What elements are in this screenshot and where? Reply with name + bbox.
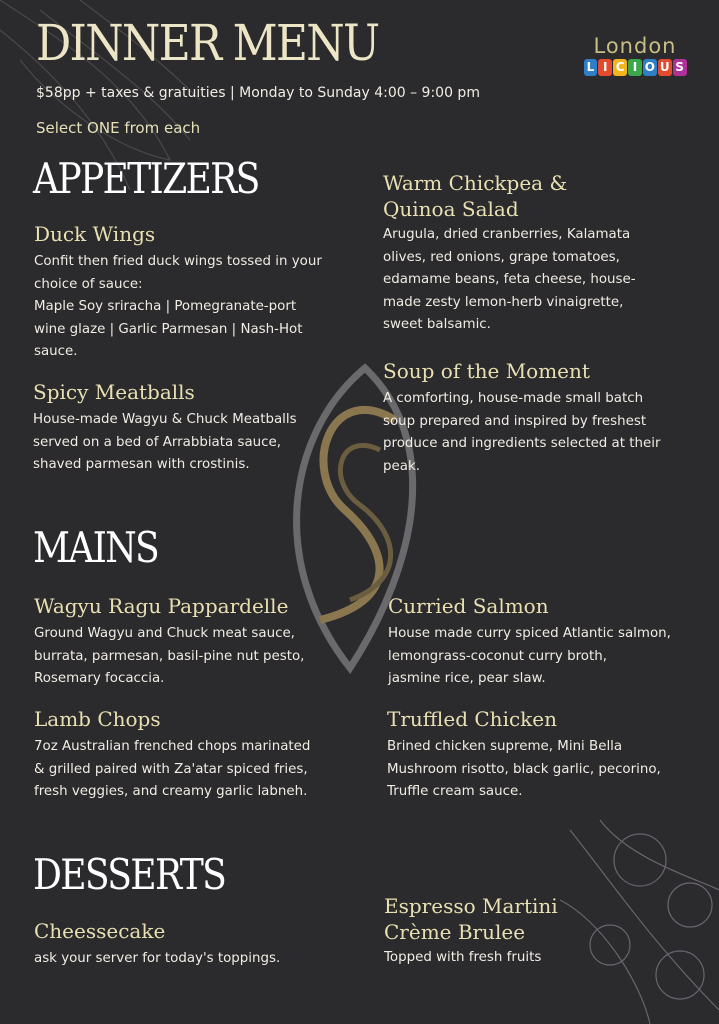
item-description: ask your server for today's toppings.	[34, 951, 281, 966]
logo-letter: C	[613, 59, 627, 76]
logo-letter: I	[628, 59, 642, 76]
item-description: House-made Wagyu & Chuck Meatballs served on a bed of Arrabbiata sauce, shaved parmesan with crostinis.	[33, 412, 297, 472]
item-description: Confit then fried duck wings tossed in your choice of sauce: Maple Soy sriracha | Pomegranate-port wine glaze | Garlic Parmesan | Nash-Hot sauce.	[34, 254, 322, 359]
item-description: 7oz Australian frenched chops marinated & grilled paired with Za'atar spiced fries, fresh veggies, and creamy garlic labneh.	[34, 739, 311, 799]
selection-instruction: Select ONE from each	[36, 119, 201, 137]
item-name: Espresso Martini Crème Brulee	[384, 894, 558, 944]
londonlicious-logo	[583, 34, 687, 76]
item-name: Lamb Chops	[34, 707, 161, 731]
item-description: Topped with fresh fruits	[384, 950, 542, 965]
logo-letter: I	[598, 59, 612, 76]
menu-item	[34, 706, 344, 804]
logo-letter: S	[673, 59, 687, 76]
menu-item	[33, 379, 343, 477]
page-title: DINNER MENU	[36, 14, 379, 72]
menu-item	[383, 170, 683, 337]
logo-letter: L	[584, 59, 598, 76]
item-name: Soup of the Moment	[383, 359, 590, 383]
item-description: Ground Wagyu and Chuck meat sauce, burrata, parmesan, basil-pine nut pesto, Rosemary focaccia.	[34, 626, 305, 686]
item-description: House made curry spiced Atlantic salmon, lemongrass-coconut curry broth, jasmine rice, pear slaw.	[388, 626, 671, 686]
logo-london-text: London	[593, 34, 677, 58]
logo-letter: O	[644, 60, 655, 74]
mains-heading: MAINS	[33, 523, 159, 572]
menu-item	[387, 706, 692, 804]
menu-item	[388, 593, 693, 691]
logo-letter: U	[658, 59, 672, 76]
item-name: Cheessecake	[34, 919, 166, 943]
desserts-heading: DESSERTS	[33, 850, 226, 899]
menu-item	[34, 918, 344, 971]
price-hours-info: $58pp + taxes & gratuities | Monday to Sunday 4:00 – 9:00 pm	[36, 85, 480, 101]
item-name: Warm Chickpea & Quinoa Salad	[383, 171, 568, 221]
appetizers-heading: APPETIZERS	[33, 154, 259, 203]
menu-item	[34, 593, 344, 691]
item-name: Duck Wings	[34, 222, 156, 246]
item-name: Spicy Meatballs	[33, 380, 195, 404]
item-name: Truffled Chicken	[387, 707, 557, 731]
item-name: Wagyu Ragu Pappardelle	[34, 594, 289, 618]
item-description: Arugula, dried cranberries, Kalamata olives, red onions, grape tomatoes, edamame beans, feta cheese, house- made zesty lemon-herb vinaigrette, sweet balsamic.	[383, 227, 636, 332]
item-description: Brined chicken supreme, Mini Bella Mushroom risotto, black garlic, pecorino, Truffle cream sauce.	[387, 739, 661, 799]
item-name: Curried Salmon	[388, 594, 549, 618]
menu-item	[34, 221, 344, 364]
item-description: A comforting, house-made small batch soup prepared and inspired by freshest produce and ingredients selected at their peak.	[383, 391, 661, 474]
menu-item	[383, 358, 683, 478]
logo-licious-letters	[583, 59, 687, 76]
menu-item	[384, 893, 684, 970]
